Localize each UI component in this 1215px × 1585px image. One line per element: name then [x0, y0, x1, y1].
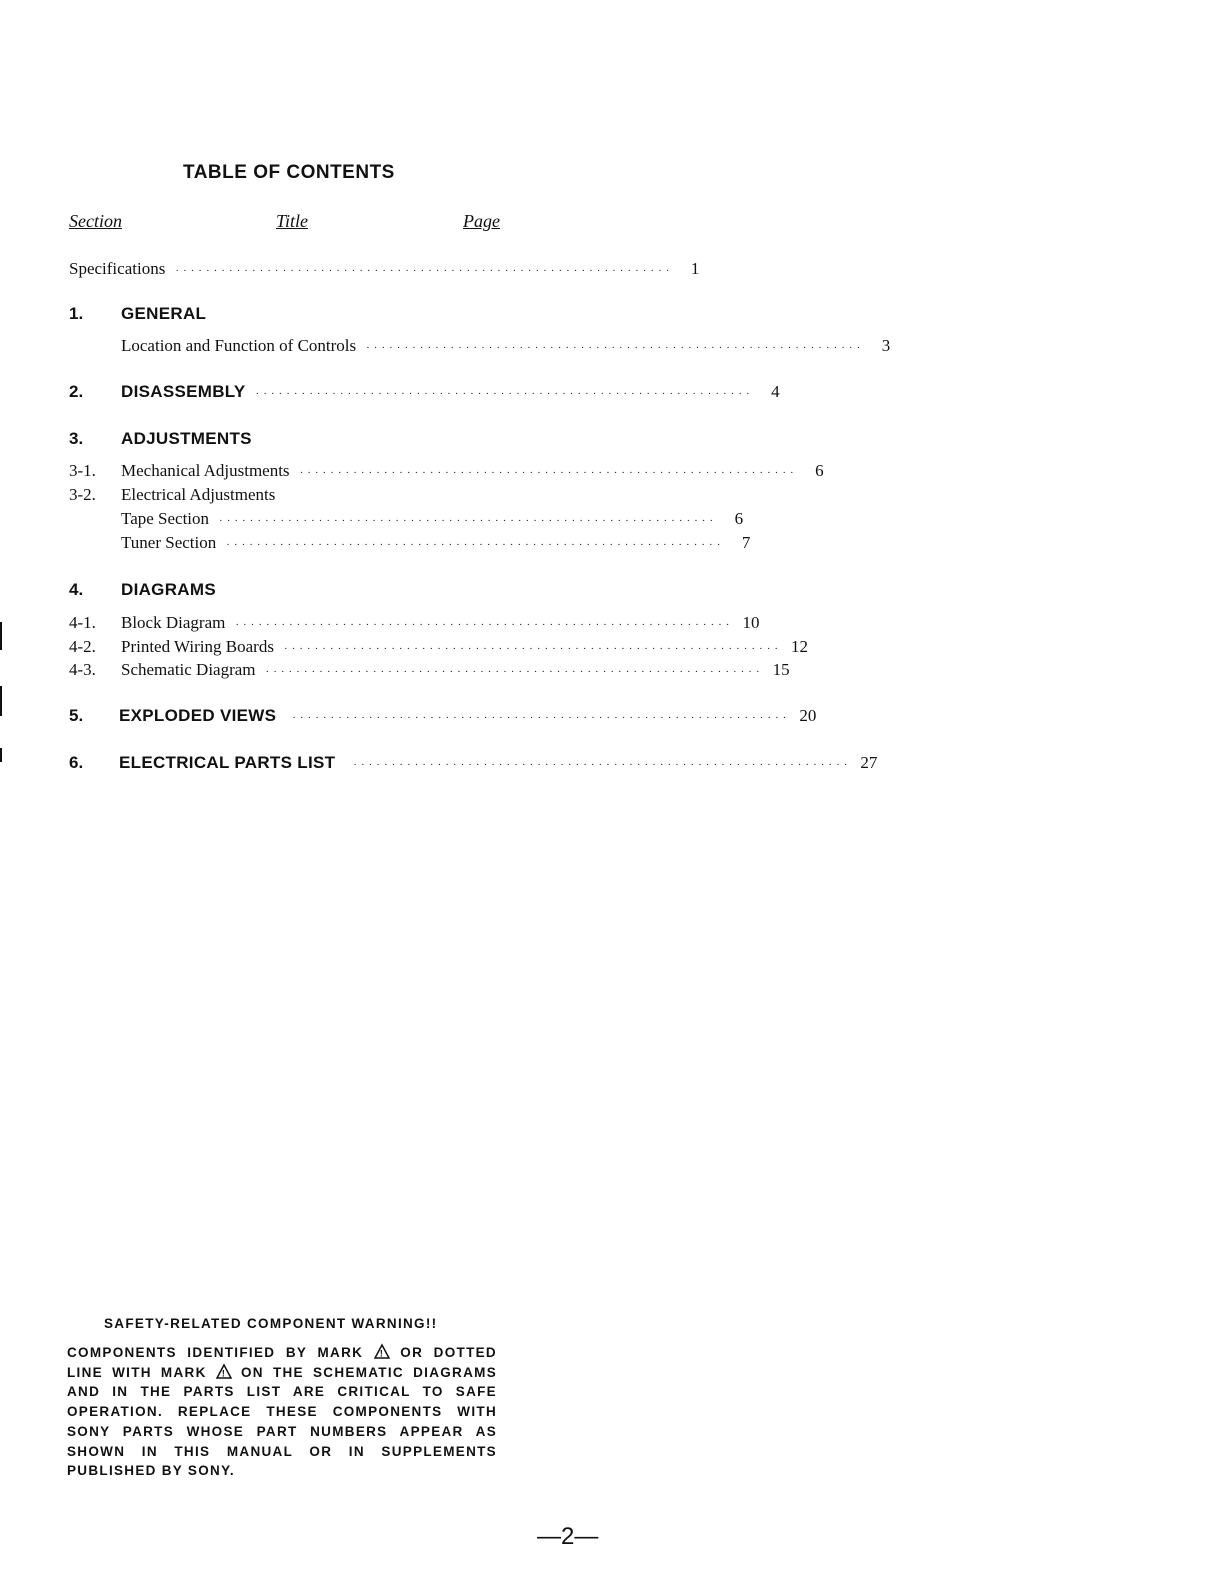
- subsection-number: 3-1.: [69, 461, 96, 480]
- leader-dots: ·································································: [366, 342, 865, 354]
- warning-triangle-icon: [216, 1364, 232, 1379]
- section-title: ELECTRICAL PARTS LIST: [119, 753, 336, 772]
- section-title: DIAGRAMS: [121, 580, 216, 599]
- section-number: 4.: [69, 580, 84, 599]
- scan-margin-mark: [0, 748, 2, 762]
- leader-dots: ·································································: [226, 539, 725, 551]
- svg-text:!: !: [379, 1348, 384, 1359]
- toc-entry-page: 6: [734, 509, 744, 528]
- toc-entry-tuner-section[interactable]: [69, 533, 751, 557]
- toc-section-general[interactable]: [69, 304, 501, 328]
- leader-dots: ·································································: [175, 265, 674, 277]
- toc-entry-label: Printed Wiring Boards: [121, 637, 274, 656]
- header-section: Section: [69, 211, 122, 231]
- leader-dots: ·································································: [219, 515, 718, 527]
- toc-entry-page: 4: [771, 382, 780, 401]
- toc-entry-label: Tape Section: [121, 509, 210, 528]
- subsection-number: 4-2.: [69, 637, 96, 656]
- section-number: 6.: [69, 753, 84, 772]
- subsection-number: 4-1.: [69, 613, 96, 632]
- warning-body: [67, 1343, 497, 1481]
- page-number: —2—: [537, 1523, 599, 1550]
- section-number: 3.: [69, 429, 84, 448]
- toc-section-exploded-views[interactable]: [69, 706, 817, 730]
- section-title: ADJUSTMENTS: [121, 429, 252, 448]
- toc-entry-label: Block Diagram: [121, 613, 226, 632]
- toc-entry-label: Electrical Adjustments: [121, 485, 276, 504]
- svg-text:!: !: [221, 1368, 226, 1379]
- toc-entry-label: Specifications: [69, 259, 166, 278]
- warning-text: COMPONENTS IDENTIFIED BY MARK: [67, 1345, 364, 1360]
- subsection-number: 3-2.: [69, 485, 96, 504]
- toc-title: TABLE OF CONTENTS: [183, 162, 395, 183]
- leader-dots: ·································································: [353, 759, 852, 771]
- warning-text: ON THE SCHEMATIC DIAGRAMS AND IN THE PARTS LIST ARE CRITICAL TO SAFE OPERATION. REPLACE THESE COMPONENTS WITH SONY PARTS WHOSE PART NUMBERS APPEAR AS SHOWN IN THIS MANUAL OR IN SUPPLEMENTS PUBLISHED BY SONY.: [67, 1364, 497, 1479]
- toc-section-electrical-parts-list[interactable]: [69, 753, 878, 777]
- toc-entry-schematic-diagram[interactable]: [69, 660, 790, 684]
- toc-entry-page: 20: [799, 706, 817, 725]
- toc-section-disassembly[interactable]: [69, 382, 780, 406]
- section-title: GENERAL: [121, 304, 207, 323]
- scan-margin-mark: [0, 622, 2, 650]
- toc-entry-page: 3: [881, 336, 891, 355]
- toc-entry-block-diagram[interactable]: [69, 613, 760, 637]
- toc-entry-tape-section[interactable]: [69, 509, 744, 533]
- toc-entry-page: 6: [815, 461, 824, 480]
- scan-margin-mark: [0, 686, 2, 716]
- toc-entry-label: Tuner Section: [121, 533, 217, 552]
- leader-dots: ·································································: [283, 643, 783, 655]
- toc-entry-page: 27: [860, 753, 878, 772]
- toc-entry-printed-wiring-boards[interactable]: [69, 637, 809, 661]
- section-number: 5.: [69, 706, 84, 725]
- section-title: DISASSEMBLY: [121, 382, 246, 401]
- section-number: 2.: [69, 382, 84, 401]
- leader-dots: ·································································: [235, 619, 734, 631]
- toc-entry-electrical-adjustments[interactable]: [69, 485, 501, 509]
- toc-entry-label: Mechanical Adjustments: [121, 461, 290, 480]
- toc-entry-page: 12: [791, 637, 809, 656]
- toc-entry-page: 15: [772, 660, 790, 679]
- toc-entry-page: 7: [741, 533, 751, 552]
- warning-title: SAFETY-RELATED COMPONENT WARNING!!: [104, 1316, 438, 1331]
- section-number: 1.: [69, 304, 84, 323]
- header-page: Page: [463, 211, 500, 231]
- toc-entry-location-controls[interactable]: [69, 336, 891, 360]
- leader-dots: ·································································: [255, 388, 754, 400]
- leader-dots: ·································································: [299, 467, 798, 479]
- section-title: EXPLODED VIEWS: [119, 706, 277, 725]
- toc-entry-specifications[interactable]: [69, 259, 700, 283]
- leader-dots: ·································································: [265, 666, 764, 678]
- subsection-number: 4-3.: [69, 660, 96, 679]
- toc-entry-label: Location and Function of Controls: [121, 336, 357, 355]
- toc-section-adjustments[interactable]: [69, 429, 501, 453]
- toc-entry-page: 1: [690, 259, 700, 278]
- toc-entry-label: Schematic Diagram: [121, 660, 256, 679]
- leader-dots: ·································································: [292, 712, 791, 724]
- warning-text: OR DOTTED LINE WITH MARK: [67, 1345, 497, 1380]
- header-title: Title: [276, 211, 309, 231]
- toc-section-diagrams[interactable]: [69, 580, 501, 604]
- toc-entry-page: 10: [742, 613, 760, 632]
- toc-entry-mechanical-adjustments[interactable]: [69, 461, 824, 485]
- warning-triangle-icon: [374, 1344, 390, 1359]
